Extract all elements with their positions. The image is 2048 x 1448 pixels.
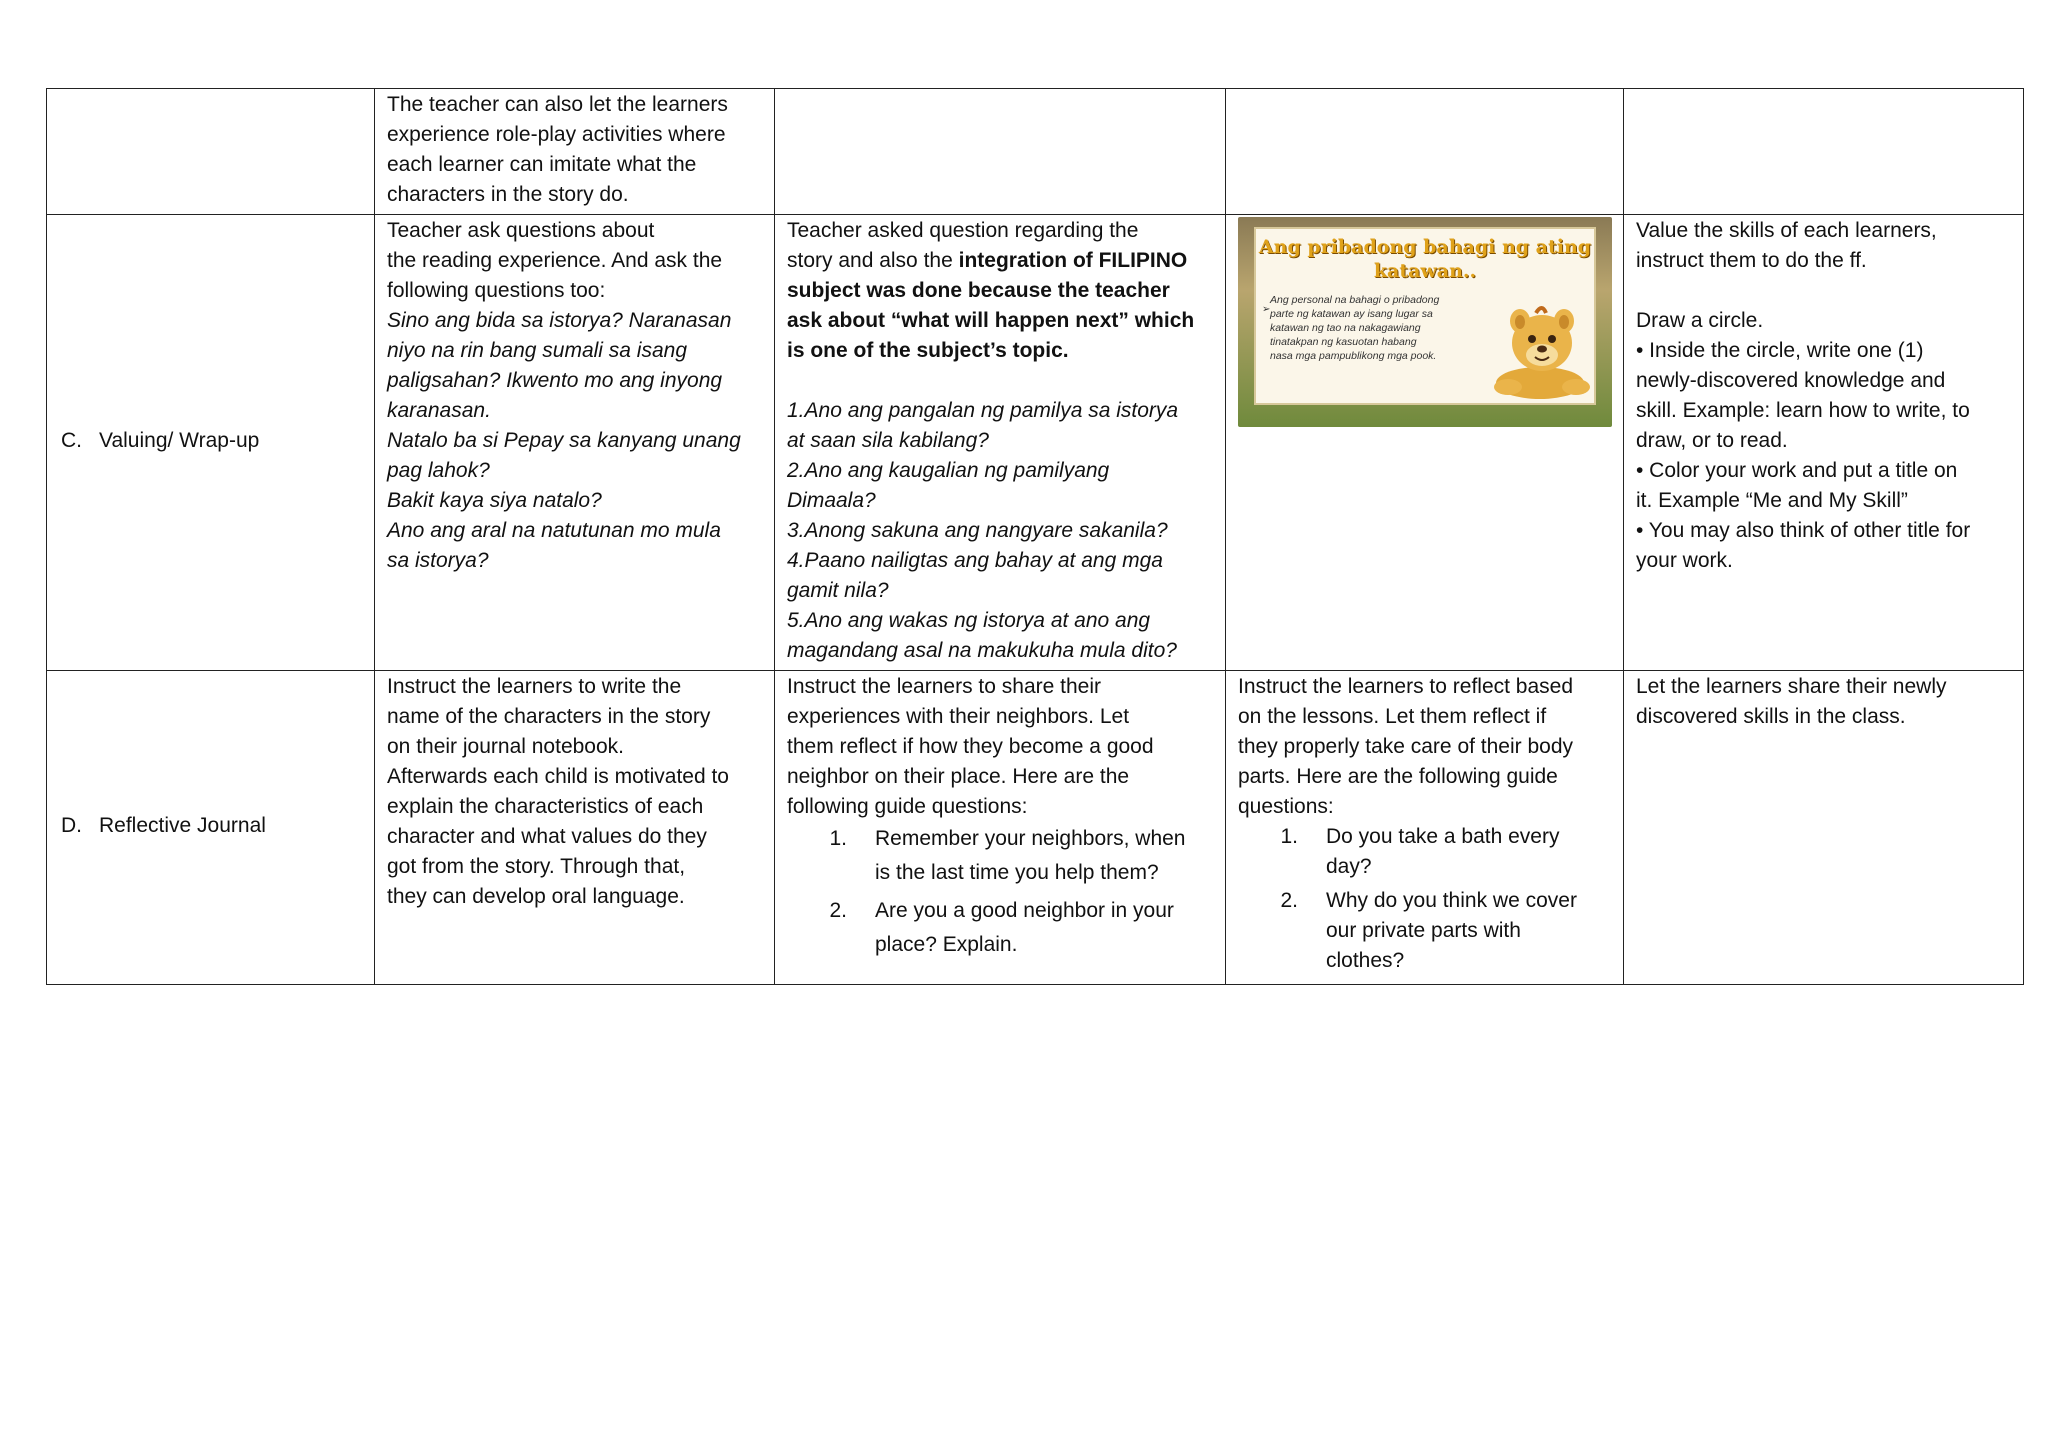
cell-role-play	[375, 89, 775, 215]
slide-body-line: tinatakpan ng kasuotan habang	[1270, 336, 1417, 348]
question-line: 1.Ano ang pangalan ng pamilya sa istorya	[787, 399, 1179, 422]
guide-questions-list	[787, 822, 1213, 962]
cell-journal-characters	[375, 671, 775, 985]
slide-body-line: katawan ng tao na nakagawiang	[1270, 322, 1421, 334]
text-line: • Color your work and put a title on	[1636, 459, 1958, 482]
question-line: Dimaala?	[787, 489, 876, 512]
question-line: pag lahok?	[387, 459, 490, 482]
row-label-reflective-journal	[47, 671, 375, 985]
spacer	[1636, 276, 2011, 306]
text-line: parts. Here are the following guide	[1238, 765, 1558, 788]
text-line: Remember your neighbors, when	[875, 827, 1186, 850]
bold-line: subject was done because the teacher	[787, 279, 1170, 302]
text-line: character and what values do they	[387, 825, 707, 848]
text-line: each learner can imitate what the	[387, 153, 697, 176]
cell-slide-image	[1226, 215, 1624, 671]
text-line: on the lessons. Let them reflect if	[1238, 705, 1547, 728]
slide-title	[1256, 235, 1594, 283]
cell-empty	[1226, 89, 1624, 215]
arrow-bullet-icon: ➢	[1262, 304, 1271, 315]
text-line: it. Example “Me and My Skill”	[1636, 489, 1908, 512]
text-line: got from the story. Through that,	[387, 855, 686, 878]
question-line: paligsahan? Ikwento mo ang inyong	[387, 369, 723, 392]
text-line: Draw a circle.	[1636, 309, 1764, 332]
text-line: is the last time you help them?	[875, 861, 1159, 884]
text-line: experience role-play activities where	[387, 123, 726, 146]
list-item	[787, 894, 1213, 962]
list-number: 1.	[1280, 825, 1298, 848]
bold-line: ask about “what will happen next” which	[787, 309, 1195, 332]
row-label-text: Reflective Journal	[99, 814, 266, 837]
cell-share-skills	[1624, 671, 2024, 985]
text-line: our private parts with	[1326, 919, 1521, 942]
text-plain: story and also the	[787, 249, 959, 272]
text-line: Why do you think we cover	[1326, 889, 1577, 912]
text-line: newly-discovered knowledge and	[1636, 369, 1946, 392]
question-line: 5.Ano ang wakas ng istorya at ano ang	[787, 609, 1151, 632]
lesson-slide-image	[1238, 217, 1612, 427]
bold-line: is one of the subject’s topic.	[787, 339, 1069, 362]
text-line: following questions too:	[387, 279, 606, 302]
list-item	[1238, 822, 1611, 882]
list-number: 2.	[1280, 889, 1298, 912]
question-line: Bakit kaya siya natalo?	[387, 489, 602, 512]
slide-title-line: Ang pribadong bahagi ng ating	[1258, 236, 1592, 258]
text-line: Instruct the learners to share their	[787, 675, 1101, 698]
question-line: at saan sila kabilang?	[787, 429, 989, 452]
text-line: discovered skills in the class.	[1636, 705, 1906, 728]
cell-valuing-questions	[375, 215, 775, 671]
slide-body-line: Ang personal na bahagi o pribadong	[1270, 294, 1440, 306]
row-letter: D.	[61, 814, 82, 837]
cell-neighbors	[775, 671, 1226, 985]
text-line: Do you take a bath every	[1326, 825, 1560, 848]
text-line: your work.	[1636, 549, 1733, 572]
row-letter: C.	[61, 429, 82, 452]
text-line: Instruct the learners to write the	[387, 675, 682, 698]
row-label-text: Valuing/ Wrap-up	[99, 429, 260, 452]
text-line: Afterwards each child is motivated to	[387, 765, 729, 788]
text-line: • You may also think of other title for	[1636, 519, 1971, 542]
table-row-valuing	[47, 215, 2024, 671]
cell-empty	[1624, 89, 2024, 215]
text-line: they can develop oral language.	[387, 885, 685, 908]
text-line: Teacher ask questions about	[387, 219, 655, 242]
question-line: karanasan.	[387, 399, 491, 422]
text-line: day?	[1326, 855, 1372, 878]
text-line: Instruct the learners to reflect based	[1238, 675, 1574, 698]
list-number: 1.	[829, 827, 847, 850]
text-line: name of the characters in the story	[387, 705, 711, 728]
lesson-plan-table	[46, 88, 2024, 985]
row-label-valuing	[47, 215, 375, 671]
spacer	[787, 366, 1213, 396]
text-line: place? Explain.	[875, 933, 1018, 956]
text-line: the reading experience. And ask the	[387, 249, 723, 272]
text-line: clothes?	[1326, 949, 1405, 972]
text-line: Are you a good neighbor in your	[875, 899, 1174, 922]
question-line: gamit nila?	[787, 579, 889, 602]
cell-value-skills	[1624, 215, 2024, 671]
text-line: draw, or to read.	[1636, 429, 1788, 452]
slide-body	[1270, 293, 1506, 363]
question-line: Ano ang aral na natutunan mo mula	[387, 519, 721, 542]
text-line: instruct them to do the ff.	[1636, 249, 1867, 272]
text-line: Value the skills of each learners,	[1636, 219, 1937, 242]
question-line: sa istorya?	[387, 549, 489, 572]
text-line: questions:	[1238, 795, 1334, 818]
table-row-continuation	[47, 89, 2024, 215]
text-line: The teacher can also let the learners	[387, 93, 728, 116]
question-line: 2.Ano ang kaugalian ng pamilyang	[787, 459, 1110, 482]
text-line: they properly take care of their body	[1238, 735, 1574, 758]
guide-questions-list	[1238, 822, 1611, 976]
text-line: neighbor on their place. Here are the	[787, 765, 1130, 788]
list-number: 2.	[829, 899, 847, 922]
text-bold: integration of FILIPINO	[958, 249, 1188, 272]
list-item	[787, 822, 1213, 890]
question-line: magandang asal na makukuha mula dito?	[787, 639, 1177, 662]
question-line: niyo na rin bang sumali sa isang	[387, 339, 688, 362]
text-line: • Inside the circle, write one (1)	[1636, 339, 1924, 362]
text-line: following guide questions:	[787, 795, 1028, 818]
cell-body-parts	[1226, 671, 1624, 985]
table-row-reflective-journal	[47, 671, 2024, 985]
cell-empty	[775, 89, 1226, 215]
text-line: Teacher asked question regarding the	[787, 219, 1139, 242]
question-line: 3.Anong sakuna ang nangyare sakanila?	[787, 519, 1168, 542]
text-line: characters in the story do.	[387, 183, 629, 206]
cell-integration	[775, 215, 1226, 671]
list-item	[1238, 886, 1611, 976]
slide-body-line: nasa mga pampublikong mga pook.	[1270, 350, 1437, 362]
cell-empty-label	[47, 89, 375, 215]
slide-body-line: parte ng katawan ay isang lugar sa	[1270, 308, 1433, 320]
text-line: experiences with their neighbors. Let	[787, 705, 1130, 728]
text-line: them reflect if how they become a good	[787, 735, 1154, 758]
text-line: Let the learners share their newly	[1636, 675, 1947, 698]
slide-title-line: katawan..	[1373, 260, 1477, 282]
lion-cub-icon	[1480, 291, 1590, 401]
question-line: 4.Paano nailigtas ang bahay at ang mga	[787, 549, 1163, 572]
text-line: on their journal notebook.	[387, 735, 624, 758]
question-line: Sino ang bida sa istorya? Naranasan	[387, 309, 732, 332]
text-line: skill. Example: learn how to write, to	[1636, 399, 1970, 422]
question-line: Natalo ba si Pepay sa kanyang unang	[387, 429, 741, 452]
text-line: explain the characteristics of each	[387, 795, 704, 818]
slide-card	[1254, 227, 1596, 405]
text-line	[787, 246, 1213, 276]
